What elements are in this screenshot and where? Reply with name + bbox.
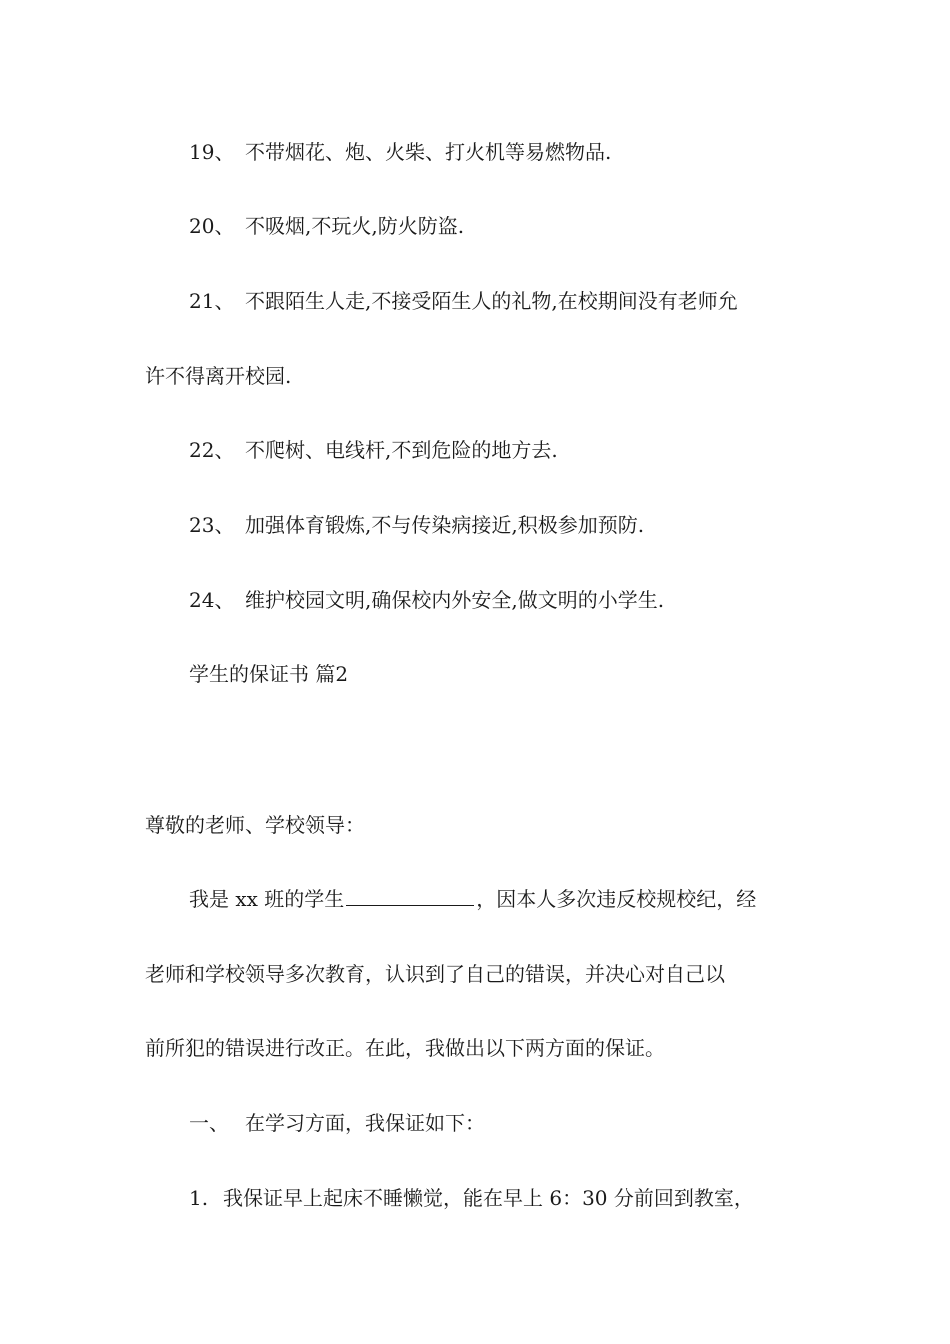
body-line-1 <box>189 885 756 913</box>
body-line-2: 老师和学校领导多次教育，认识到了自己的错误，并决心对自己以 <box>145 962 725 986</box>
rule-item-24 <box>189 586 664 614</box>
item-text: 不吸烟,不玩火,防火防盗. <box>245 214 465 238</box>
item-number: 19、 <box>189 140 235 164</box>
name-blank <box>346 885 474 906</box>
rule-item-21 <box>189 287 738 315</box>
heading-number: 一、 <box>189 1111 229 1135</box>
heading-study <box>189 1109 485 1137</box>
rule-item-19 <box>189 138 611 166</box>
heading-text: 在学习方面，我保证如下： <box>245 1111 485 1135</box>
item-text: 不爬树、电线杆,不到危险的地方去. <box>245 438 558 462</box>
body-line-3: 前所犯的错误进行改正。在此，我做出以下两方面的保证。 <box>145 1036 665 1060</box>
body-line-1-end: ，因本人多次违反校规校纪，经 <box>476 887 757 911</box>
item-number: 24、 <box>189 588 235 612</box>
item-number: 22、 <box>189 438 235 462</box>
body-line-1-start: 我是 xx 班的学生 <box>189 887 345 911</box>
study-point-1 <box>189 1184 754 1212</box>
item-text: 不跟陌生人走,不接受陌生人的礼物,在校期间没有老师允 <box>245 289 738 313</box>
rule-item-21-continuation: 许不得离开校园. <box>145 364 292 388</box>
rule-item-22 <box>189 436 558 464</box>
item-text: 加强体育锻炼,不与传染病接近,积极参加预防. <box>245 513 645 537</box>
rule-item-20 <box>189 212 464 240</box>
salutation: 尊敬的老师、学校领导： <box>145 813 365 837</box>
rule-item-23 <box>189 511 644 539</box>
item-number: 21、 <box>189 289 235 313</box>
item-number: 20、 <box>189 214 235 238</box>
point-number: 1. <box>189 1186 209 1210</box>
item-text: 不带烟花、炮、火柴、打火机等易燃物品. <box>245 140 612 164</box>
item-number: 23、 <box>189 513 235 537</box>
point-text: 我保证早上起床不睡懒觉，能在早上 6：30 分前回到教室， <box>223 1186 754 1210</box>
section-title: 学生的保证书 篇2 <box>189 662 349 686</box>
item-text: 维护校园文明,确保校内外安全,做文明的小学生. <box>245 588 665 612</box>
